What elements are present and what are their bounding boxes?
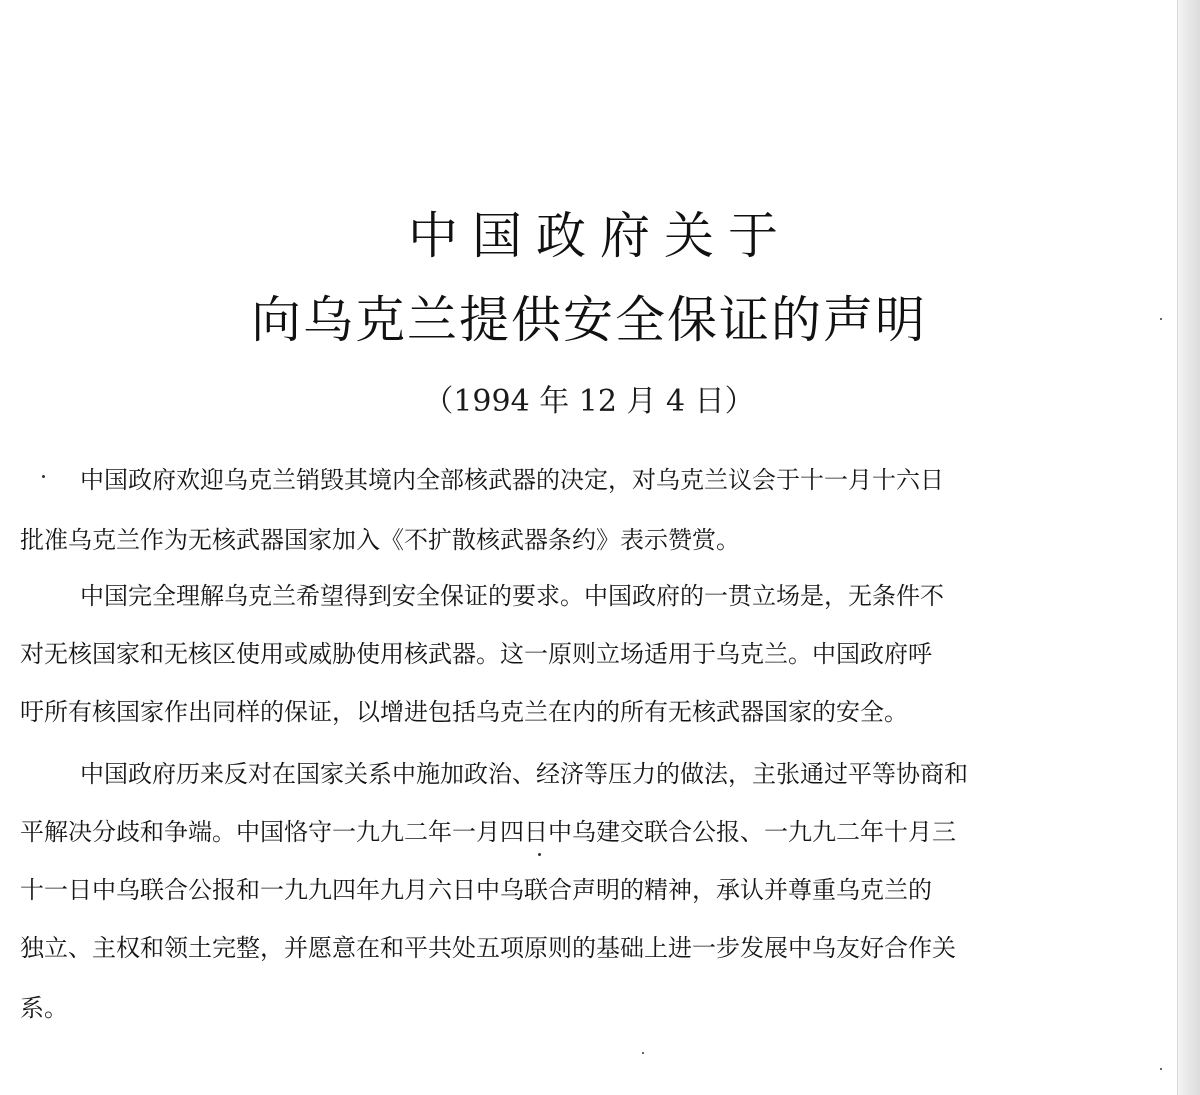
paragraph-line: 平解决分歧和争端。中国恪守一九九二年一月四日中乌建交联合公报、一九九二年十月三 — [20, 818, 956, 846]
paragraph-line: 中国完全理解乌克兰希望得到安全保证的要求。中国政府的一贯立场是，无条件不 — [80, 582, 944, 610]
scan-speck — [1160, 1068, 1162, 1070]
paragraph-line: 中国政府历来反对在国家关系中施加政治、经济等压力的做法，主张通过平等协商和 — [80, 760, 968, 788]
document-title-line-2: 向乌克兰提供安全保证的声明 — [251, 291, 927, 349]
document-title-line-1: 中国政府关于 — [408, 207, 792, 265]
paragraph-line: 中国政府欢迎乌克兰销毁其境内全部核武器的决定，对乌克兰议会于十一月十六日 — [80, 466, 944, 494]
page-edge-shadow — [1177, 0, 1200, 1095]
scan-speck — [42, 475, 45, 478]
paragraph-line: 十一日中乌联合公报和一九九四年九月六日中乌联合声明的精神，承认并尊重乌克兰的 — [20, 876, 932, 904]
paragraph-line: 系。 — [20, 994, 68, 1022]
scan-speck — [538, 853, 541, 856]
scan-speck — [642, 1052, 644, 1054]
scan-speck — [1160, 318, 1162, 320]
paragraph-line: 批准乌克兰作为无核武器国家加入《不扩散核武器条约》表示赞赏。 — [20, 526, 740, 554]
document-date: （1994 年 12 月 4 日） — [423, 384, 755, 419]
paragraph-line: 吁所有核国家作出同样的保证，以增进包括乌克兰在内的所有无核武器国家的安全。 — [20, 698, 908, 726]
paragraph-line: 对无核国家和无核区使用或威胁使用核武器。这一原则立场适用于乌克兰。中国政府呼 — [20, 640, 932, 668]
paragraph-line: 独立、主权和领土完整，并愿意在和平共处五项原则的基础上进一步发展中乌友好合作关 — [20, 934, 956, 962]
